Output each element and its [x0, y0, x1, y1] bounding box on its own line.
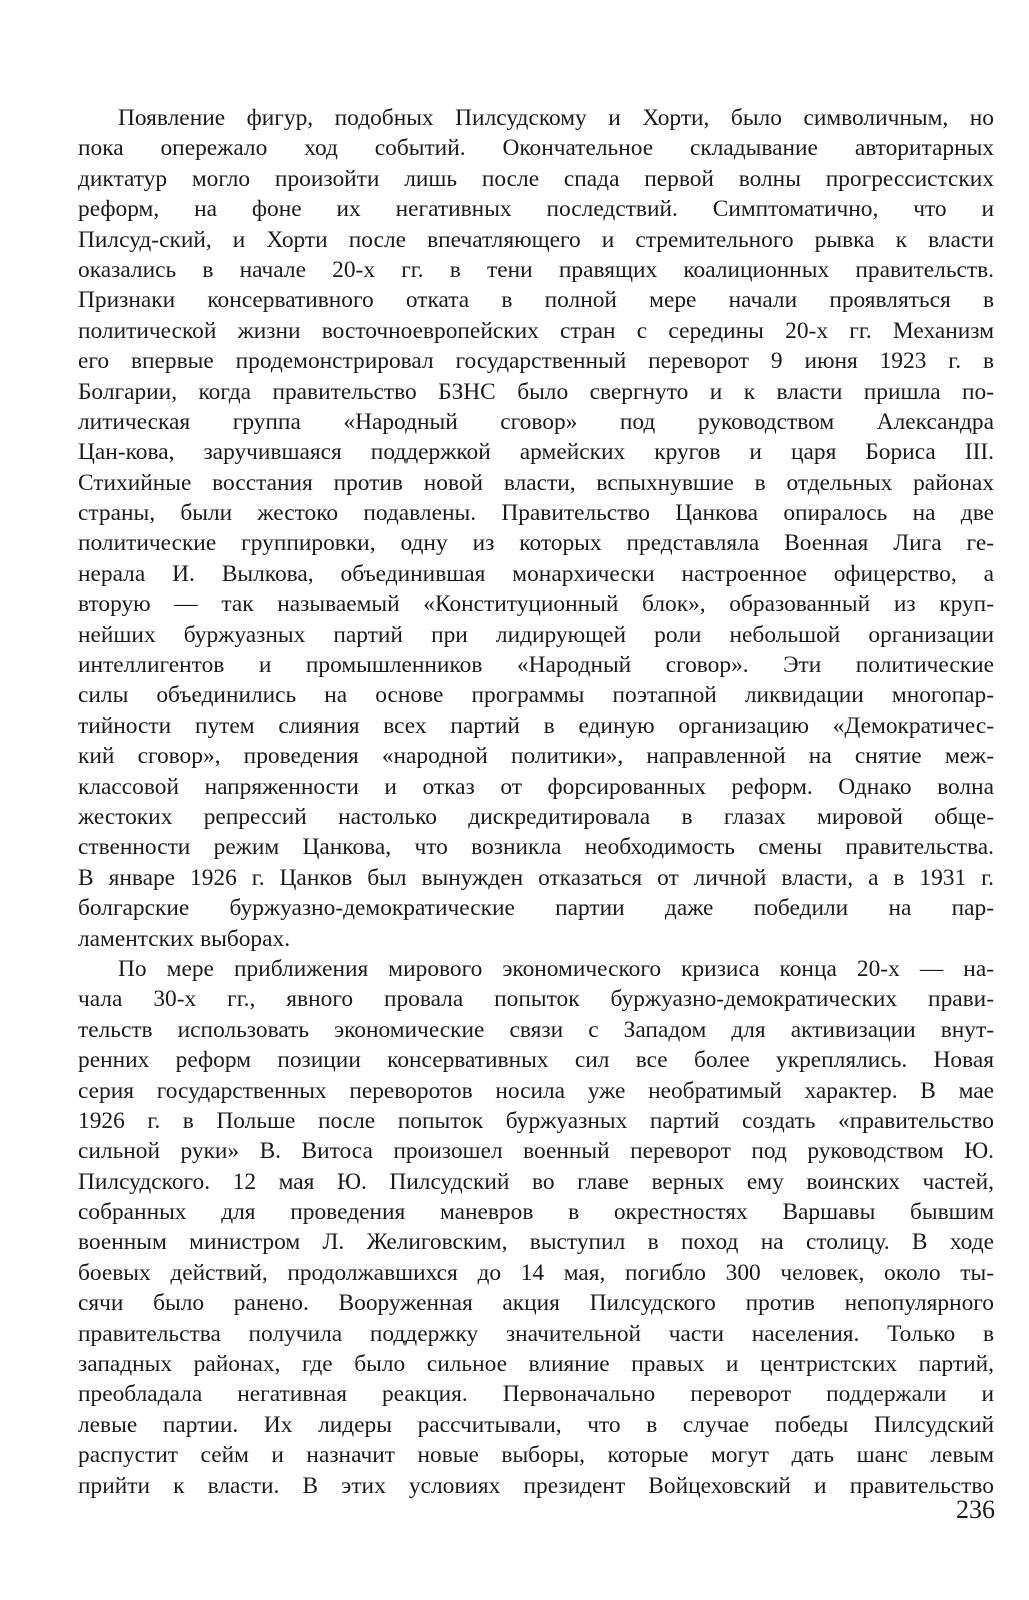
- text-line: Цан-кова, заручившаяся поддержкой армейских кругов и царя Бориса III.: [78, 439, 994, 466]
- text-line: боевых действий, продолжавшихся до 14 мая, погибло 300 человек, около ты-: [78, 1259, 994, 1286]
- text-line: его впервые продемонстрировал государственный переворот 9 июня 1923 г. в: [78, 348, 994, 375]
- text-line: Болгарии, когда правительство БЗНС было свергнуто и к власти пришла по-: [78, 378, 994, 405]
- text-line: нерала И. Вылкова, объединившая монархически настроенное офицерство, а: [78, 560, 994, 587]
- page-body: [78, 103, 994, 1501]
- text-line: военным министром Л. Желиговским, выступил в поход на столицу. В ходе: [78, 1229, 994, 1256]
- text-line: В январе 1926 г. Цанков был вынужден отказаться от личной власти, а в 1931 г.: [78, 864, 994, 891]
- text-line: сячи было ранено. Вооруженная акция Пилсудского против непопулярного: [78, 1290, 994, 1317]
- text-line: правительства получила поддержку значительной части населения. Только в: [78, 1320, 994, 1347]
- paragraph-1: [78, 103, 994, 954]
- text-line: болгарские буржуазно-демократические партии даже победили на пар-: [78, 895, 994, 922]
- text-line: серия государственных переворотов носила уже необратимый характер. В мае: [78, 1077, 994, 1104]
- text-line: ственности режим Цанкова, что возникла необходимость смены правительства.: [78, 834, 994, 861]
- text-line: Стихийные восстания против новой власти, вспыхнувшие в отдельных районах: [78, 469, 994, 496]
- text-line: собранных для проведения маневров в окрестностях Варшавы бывшим: [78, 1199, 994, 1226]
- text-line: пока опережало ход событий. Окончательное складывание авторитарных: [78, 135, 994, 162]
- text-line: чала 30-х гг., явного провала попыток буржуазно-демократических прави-: [78, 986, 994, 1013]
- text-line: прийти к власти. В этих условиях президент Войцеховский и правительство: [78, 1472, 994, 1499]
- paragraph-2: [78, 954, 994, 1501]
- text-line: левые партии. Их лидеры рассчитывали, что в случае победы Пилсудский: [78, 1411, 994, 1438]
- text-line: литическая группа «Народный сговор» под руководством Александра: [78, 408, 994, 435]
- text-line: политической жизни восточноевропейских стран с середины 20-х гг. Механизм: [78, 317, 994, 344]
- text-line: диктатур могло произойти лишь после спада первой волны прогрессистских: [78, 165, 994, 192]
- text-line: кий сговор», проведения «народной политики», направленной на снятие меж-: [78, 743, 994, 770]
- text-line: ламентских выборах.: [78, 925, 291, 952]
- text-line: ренних реформ позиции консервативных сил все более укреплялись. Новая: [78, 1047, 994, 1074]
- text-line: Пилсудского. 12 мая Ю. Пилсудский во главе верных ему воинских частей,: [78, 1168, 994, 1195]
- text-line: страны, были жестоко подавлены. Правительство Цанкова опиралось на две: [78, 500, 994, 527]
- text-line: Появление фигур, подобных Пилсудскому и Хорти, было символичным, но: [118, 105, 994, 131]
- text-line: политические группировки, одну из которых представляла Военная Лига ге-: [78, 530, 994, 557]
- page-number: 236: [956, 1495, 995, 1524]
- text-line: западных районах, где было сильное влияние правых и центристских партий,: [78, 1351, 994, 1378]
- text-line: классовой напряженности и отказ от форсированных реформ. Однако волна: [78, 773, 994, 800]
- text-line: вторую — так называемый «Конституционный блок», образованный из круп-: [78, 591, 994, 618]
- text-line: Пилсуд-ский, и Хорти после впечатляющего и стремительного рывка к власти: [78, 226, 994, 253]
- text-line: силы объединились на основе программы поэтапной ликвидации многопар-: [78, 682, 994, 709]
- text-line: тельств использовать экономические связи с Западом для активизации внут-: [78, 1016, 994, 1043]
- text-line: распустит сейм и назначит новые выборы, которые могут дать шанс левым: [78, 1442, 994, 1469]
- text-line: нейших буржуазных партий при лидирующей роли небольшой организации: [78, 621, 994, 648]
- text-line: сильной руки» В. Витоса произошел военный переворот под руководством Ю.: [78, 1138, 994, 1165]
- text-line: интеллигентов и промышленников «Народный сговор». Эти политические: [78, 652, 994, 679]
- text-line: жестоких репрессий настолько дискредитировала в глазах мировой обще-: [78, 803, 994, 830]
- text-line: По мере приближения мирового экономического кризиса конца 20-х — на-: [118, 955, 994, 982]
- text-line: реформ, на фоне их негативных последствий. Симптоматично, что и: [78, 196, 994, 223]
- text-line: оказались в начале 20-х гг. в тени правящих коалиционных правительств.: [78, 256, 994, 283]
- text-line: Признаки консервативного отката в полной мере начали проявляться в: [78, 287, 994, 314]
- text-line: преобладала негативная реакция. Первоначально переворот поддержали и: [78, 1381, 994, 1408]
- text-line: тийности путем слияния всех партий в единую организацию «Демократичес-: [78, 712, 994, 739]
- text-line: 1926 г. в Польше после попыток буржуазных партий создать «правительство: [78, 1107, 994, 1134]
